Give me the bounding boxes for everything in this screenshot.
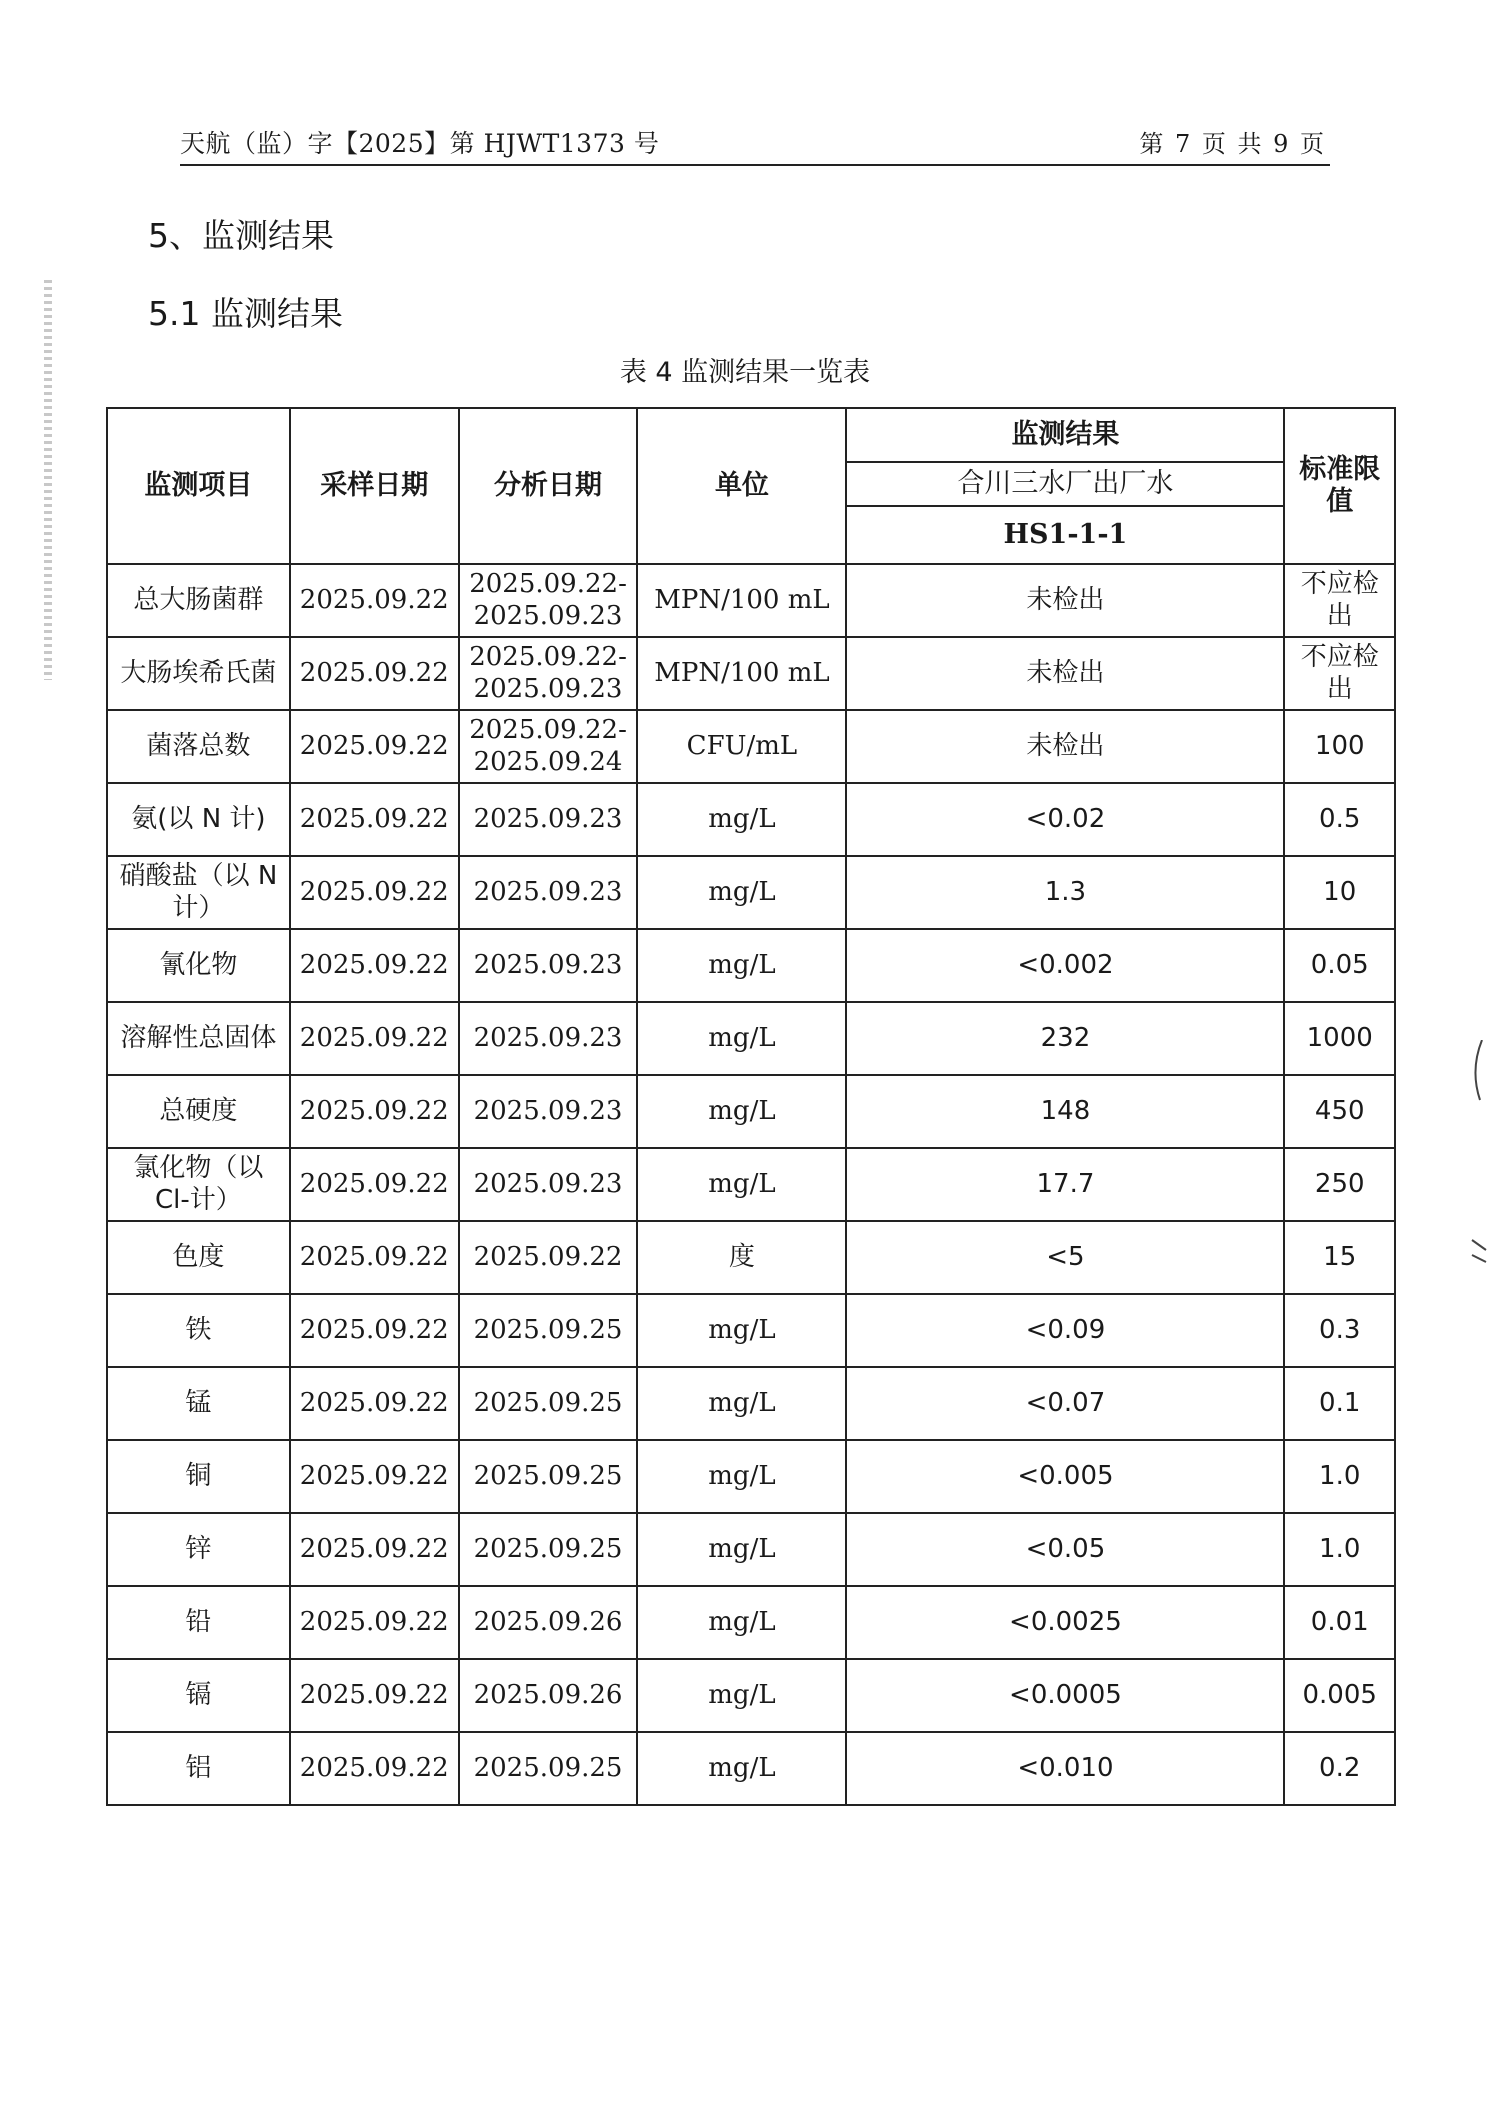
cell-analysis-date: 2025.09.22-2025.09.24 — [459, 710, 638, 783]
table-row — [107, 1659, 1395, 1732]
header-sample-code: HS1-1-1 — [846, 506, 1284, 564]
cell-item: 氨(以 N 计) — [107, 783, 290, 856]
cell-unit: MPN/100 mL — [637, 564, 846, 637]
cell-sample-date: 2025.09.22 — [290, 710, 459, 783]
cell-analysis-date: 2025.09.23 — [459, 1002, 638, 1075]
cell-standard: 250 — [1284, 1148, 1395, 1221]
binding-margin-mark — [44, 280, 52, 680]
cell-sample-date: 2025.09.22 — [290, 564, 459, 637]
cell-item: 铅 — [107, 1586, 290, 1659]
cell-standard: 0.005 — [1284, 1659, 1395, 1732]
cell-result: 232 — [846, 1002, 1284, 1075]
cell-item: 锌 — [107, 1513, 290, 1586]
cell-result: 未检出 — [846, 564, 1284, 637]
cell-analysis-date: 2025.09.23 — [459, 1148, 638, 1221]
cell-result: <0.02 — [846, 783, 1284, 856]
cell-unit: mg/L — [637, 1513, 846, 1586]
cell-item: 铁 — [107, 1294, 290, 1367]
table-row — [107, 1221, 1395, 1294]
cell-result: <0.05 — [846, 1513, 1284, 1586]
partial-stamp-mark — [1460, 1040, 1490, 1300]
results-table-body — [107, 564, 1395, 1805]
cell-sample-date: 2025.09.22 — [290, 1732, 459, 1805]
cell-sample-date: 2025.09.22 — [290, 1513, 459, 1586]
cell-standard: 1000 — [1284, 1002, 1395, 1075]
cell-item: 氯化物（以 Cl-计） — [107, 1148, 290, 1221]
table-row — [107, 1002, 1395, 1075]
cell-standard: 0.5 — [1284, 783, 1395, 856]
cell-result: 1.3 — [846, 856, 1284, 929]
cell-analysis-date: 2025.09.23 — [459, 856, 638, 929]
header-item: 监测项目 — [107, 408, 290, 564]
cell-analysis-date: 2025.09.25 — [459, 1732, 638, 1805]
table-row — [107, 1294, 1395, 1367]
cell-result: <0.010 — [846, 1732, 1284, 1805]
cell-sample-date: 2025.09.22 — [290, 1294, 459, 1367]
cell-result: <0.07 — [846, 1367, 1284, 1440]
table-row — [107, 637, 1395, 710]
cell-item: 镉 — [107, 1659, 290, 1732]
cell-item: 锰 — [107, 1367, 290, 1440]
cell-unit: mg/L — [637, 1148, 846, 1221]
cell-sample-date: 2025.09.22 — [290, 1148, 459, 1221]
cell-item: 菌落总数 — [107, 710, 290, 783]
cell-standard: 1.0 — [1284, 1440, 1395, 1513]
subsection-title: 5.1 监测结果 — [148, 294, 343, 333]
cell-analysis-date: 2025.09.23 — [459, 1075, 638, 1148]
cell-result: <0.0005 — [846, 1659, 1284, 1732]
cell-item: 大肠埃希氏菌 — [107, 637, 290, 710]
cell-sample-date: 2025.09.22 — [290, 1221, 459, 1294]
cell-analysis-date: 2025.09.25 — [459, 1294, 638, 1367]
cell-unit: 度 — [637, 1221, 846, 1294]
cell-unit: CFU/mL — [637, 710, 846, 783]
cell-result: 未检出 — [846, 710, 1284, 783]
cell-item: 总硬度 — [107, 1075, 290, 1148]
header-location: 合川三水厂出厂水 — [846, 462, 1284, 506]
cell-sample-date: 2025.09.22 — [290, 856, 459, 929]
cell-analysis-date: 2025.09.23 — [459, 929, 638, 1002]
cell-analysis-date: 2025.09.26 — [459, 1586, 638, 1659]
cell-sample-date: 2025.09.22 — [290, 1440, 459, 1513]
cell-item: 铝 — [107, 1732, 290, 1805]
cell-sample-date: 2025.09.22 — [290, 1075, 459, 1148]
cell-item: 氰化物 — [107, 929, 290, 1002]
cell-sample-date: 2025.09.22 — [290, 783, 459, 856]
table-row — [107, 1586, 1395, 1659]
cell-standard: 450 — [1284, 1075, 1395, 1148]
cell-unit: mg/L — [637, 1367, 846, 1440]
cell-standard: 1.0 — [1284, 1513, 1395, 1586]
cell-standard: 0.1 — [1284, 1367, 1395, 1440]
table-row — [107, 564, 1395, 637]
cell-unit: mg/L — [637, 1659, 846, 1732]
cell-analysis-date: 2025.09.25 — [459, 1367, 638, 1440]
cell-result: 未检出 — [846, 637, 1284, 710]
cell-result: <0.0025 — [846, 1586, 1284, 1659]
table-row — [107, 1440, 1395, 1513]
cell-sample-date: 2025.09.22 — [290, 1659, 459, 1732]
cell-standard: 0.01 — [1284, 1586, 1395, 1659]
cell-unit: mg/L — [637, 1732, 846, 1805]
cell-standard: 10 — [1284, 856, 1395, 929]
cell-result: 148 — [846, 1075, 1284, 1148]
cell-standard: 100 — [1284, 710, 1395, 783]
header-standard: 标准限值 — [1284, 408, 1395, 564]
cell-unit: mg/L — [637, 1002, 846, 1075]
cell-item: 总大肠菌群 — [107, 564, 290, 637]
cell-analysis-date: 2025.09.25 — [459, 1513, 638, 1586]
table-row — [107, 1513, 1395, 1586]
cell-standard: 不应检出 — [1284, 564, 1395, 637]
results-table — [106, 407, 1396, 1806]
table-row — [107, 929, 1395, 1002]
cell-unit: mg/L — [637, 856, 846, 929]
cell-item: 铜 — [107, 1440, 290, 1513]
cell-unit: mg/L — [637, 929, 846, 1002]
table-row — [107, 1732, 1395, 1805]
cell-result: <5 — [846, 1221, 1284, 1294]
cell-unit: mg/L — [637, 1586, 846, 1659]
cell-sample-date: 2025.09.22 — [290, 1002, 459, 1075]
cell-sample-date: 2025.09.22 — [290, 637, 459, 710]
cell-analysis-date: 2025.09.22 — [459, 1221, 638, 1294]
cell-sample-date: 2025.09.22 — [290, 1367, 459, 1440]
table-row — [107, 783, 1395, 856]
cell-result: <0.002 — [846, 929, 1284, 1002]
cell-sample-date: 2025.09.22 — [290, 1586, 459, 1659]
header-unit: 单位 — [637, 408, 846, 564]
section-title: 5、监测结果 — [148, 216, 334, 255]
table-row — [107, 1148, 1395, 1221]
cell-sample-date: 2025.09.22 — [290, 929, 459, 1002]
cell-analysis-date: 2025.09.26 — [459, 1659, 638, 1732]
cell-item: 色度 — [107, 1221, 290, 1294]
header-sample-date: 采样日期 — [290, 408, 459, 564]
cell-unit: mg/L — [637, 1075, 846, 1148]
cell-item: 溶解性总固体 — [107, 1002, 290, 1075]
cell-item: 硝酸盐（以 N 计） — [107, 856, 290, 929]
cell-standard: 0.2 — [1284, 1732, 1395, 1805]
header-analysis-date: 分析日期 — [459, 408, 638, 564]
cell-standard: 15 — [1284, 1221, 1395, 1294]
cell-unit: mg/L — [637, 1294, 846, 1367]
document-number: 天航（监）字【2025】第 HJWT1373 号 — [180, 129, 660, 158]
table-row — [107, 1075, 1395, 1148]
header-result-group: 监测结果 — [846, 408, 1284, 462]
cell-analysis-date: 2025.09.22-2025.09.23 — [459, 637, 638, 710]
cell-unit: mg/L — [637, 1440, 846, 1513]
cell-standard: 0.05 — [1284, 929, 1395, 1002]
table-caption: 表 4 监测结果一览表 — [619, 357, 871, 388]
cell-result: <0.005 — [846, 1440, 1284, 1513]
table-row — [107, 1367, 1395, 1440]
cell-unit: MPN/100 mL — [637, 637, 846, 710]
cell-unit: mg/L — [637, 783, 846, 856]
cell-result: <0.09 — [846, 1294, 1284, 1367]
cell-analysis-date: 2025.09.25 — [459, 1440, 638, 1513]
cell-standard: 0.3 — [1284, 1294, 1395, 1367]
cell-standard: 不应检出 — [1284, 637, 1395, 710]
table-row — [107, 856, 1395, 929]
page-header — [180, 118, 1330, 166]
cell-result: 17.7 — [846, 1148, 1284, 1221]
page-indicator: 第 7 页 共 9 页 — [1139, 130, 1326, 158]
cell-analysis-date: 2025.09.23 — [459, 783, 638, 856]
cell-analysis-date: 2025.09.22-2025.09.23 — [459, 564, 638, 637]
table-row — [107, 710, 1395, 783]
